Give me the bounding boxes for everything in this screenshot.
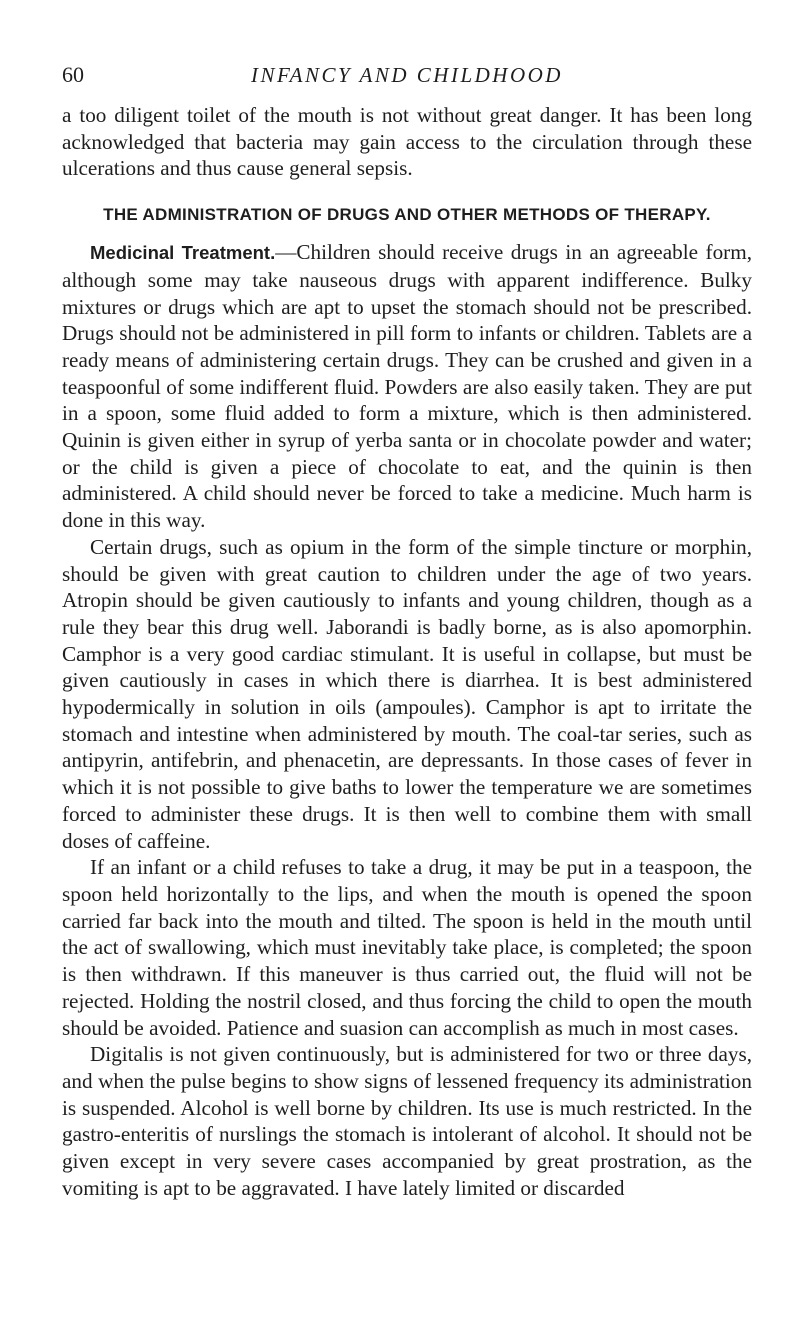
digitalis-paragraph: Digitalis is not given continuously, but is administered for two or three days, and when the pulse begins to show signs of lessened frequency its administration is suspended. Alcohol is well borne by children. Its use is much restricted. In the gastro-enteritis of nurslings the stomach is intolerant of alcohol. It should not be given except in very severe cases accompanied by great prostration, as the vomiting is apt to be aggravated. I have lately limited or discarded xyxy=(62,1042,752,1200)
medicinal-treatment-paragraph xyxy=(62,239,752,534)
running-head: INFANCY AND CHILDHOOD xyxy=(251,63,563,87)
medicinal-treatment-text: —Children should receive drugs in an agreeable form, although some may take nauseous drugs with apparent indifference. Bulky mixtures or drugs which are apt to upset the stomach should not be prescribed. Drugs should not be administered in pill form to infants or children. Tablets are a ready means of administering certain drugs. They can be crushed and given in a teaspoonful of some indifferent fluid. Powders are also easily taken. They are put in a spoon, some fluid added to form a mixture, which is then administered. Quinin is given either in syrup of yerba santa or in chocolate powder and water; or the child is given a piece of chocolate to eat, and the quinin is then administered. A child should never be forced to take a medicine. Much harm is done in this way. xyxy=(62,240,752,533)
section-heading: THE ADMINISTRATION OF DRUGS AND OTHER METHODS OF THERAPY. xyxy=(103,205,711,225)
run-in-heading: Medicinal Treatment. xyxy=(90,242,276,264)
certain-drugs-paragraph: Certain drugs, such as opium in the form of the simple tincture or morphin, should be given with great caution to children under the age of two years. Atropin should be given cautiously to infants and young children, though as a rule they bear this drug well. Jaborandi is badly borne, as is also apomorphin. Camphor is a very good cardiac stimulant. It is useful in collapse, but must be given cautiously in cases in which there is diarrhea. It is best administered hypodermically in solution in oils (ampoules). Camphor is apt to irritate the stomach and intestine when administered by mouth. The coal-tar series, such as antipyrin, antifebrin, and phenacetin, are depressants. In those cases of fever in which it is not possible to give baths to lower the temperature we are sometimes forced to administer these drugs. It is then well to combine them with small doses of caffeine. xyxy=(62,534,752,853)
page-number: 60 xyxy=(62,62,84,87)
refuses-drug-paragraph: If an infant or a child refuses to take a drug, it may be put in a teaspoon, the spoon held horizontally to the lips, and when the mouth is opened the spoon carried far back into the mouth and tilted. The spoon is held in the mouth until the act of swallowing, which must inevitably take place, is completed; the spoon is then withdrawn. If this maneuver is thus carried out, the fluid will not be rejected. Holding the nostril closed, and thus forcing the child to open the mouth should be avoided. Patience and suasion can accomplish as much in most cases. xyxy=(62,855,752,1040)
opening-paragraph: a too diligent toilet of the mouth is not without great danger. It has been long acknowledged that bacteria may gain access to the circulation through these ulcerations and thus cause general sepsis. xyxy=(62,103,752,181)
body-text xyxy=(62,102,752,1201)
page-header xyxy=(62,60,752,90)
